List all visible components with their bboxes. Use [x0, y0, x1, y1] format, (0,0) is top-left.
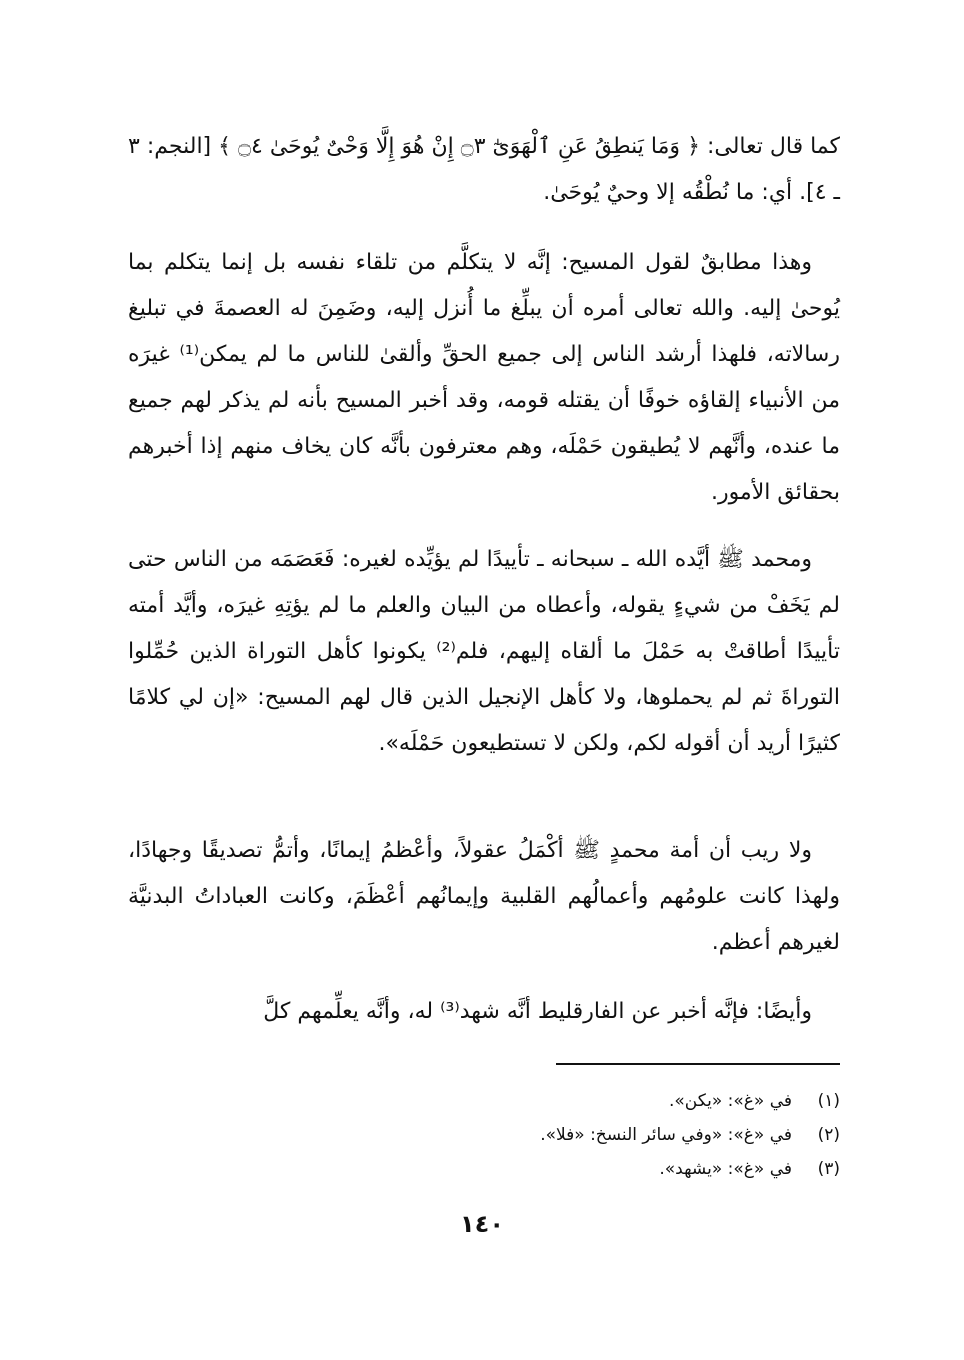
paragraph-paraclete: وأيضًا: فإنَّه أخبر عن الفارقليط أنَّه شهد⁽³⁾ له، وأنَّه يعلِّمهم كلَّ [263, 999, 812, 1024]
page-number: ١٤٠ [460, 1210, 504, 1238]
paragraph-quran-quote: كما قال تعالى: ﴿ وَمَا يَنطِقُ عَنِ ٱلْهَوَىٰٓ ۝٣ إِنْ هُوَ إِلَّا وَحْىٌ يُوحَىٰ ۝٤ ﴾ [النجم: ٣ ـ ٤]. أي: ما نُطْقُه إلا وحيٌ يُوحَىٰ. [128, 134, 841, 205]
paragraph-muhammad-support: ومحمد ﷺ أيَّده الله ـ سبحانه ـ تأييدًا لم يؤيِّده لغيره: فَعَصَمَه من الناس حتى لم يَخَفْ من شيءٍ يقوله، وأعطاه من البيان والعلم ما لم يؤتِهِ غيرَه، وأيَّد أمته تأييدًا أطاقتْ به حَمْلَ ما ألقاه إليهم، فلم⁽²⁾ يكونوا كأهل التوراة الذين حُمِّلوا التوراةَ ثم لم يحملوها، ولا كأهل الإنجيل الذين قال لهم المسيح: «إن لي كلامًا كثيرًا أريد أن أقوله لكم، ولكن لا تستطيعون حَمْلَه». [128, 547, 840, 756]
footnote-text: في «غ»: «وفي سائر النسخ: «فلا». [540, 1125, 792, 1145]
paragraph-messiah-comparison: وهذا مطابقٌ لقول المسيح: إنَّه لا يتكلَّم من تلقاء نفسه بل إنما يتكلم بما يُوحىٰ إليه. والله تعالى أمره أن يبلِّغ ما أُنزل إليه، وضَمِنَ له العصمةَ في تبليغ رسالاته، فلهذا أرشد الناس إلى جميع الحقِّ وألقىٰ للناس ما لم يمكن⁽¹⁾ غيرَه من الأنبياء إلقاؤه خوفًا أن يقتله قومه، وقد أخبر المسيح بأنه لم يذكر لهم جميع ما عنده، وأنَّهم لا يُطيقون حَمْلَه، وهم معترفون بأنَّه كان يخاف منهم إذا أخبرهم بحقائق الأمور. [128, 250, 840, 505]
footnote-text: في «غ»: «يكن». [668, 1091, 792, 1111]
footnote-text: في «غ»: «يشهد». [659, 1159, 792, 1179]
footnote-2 [500, 1118, 840, 1152]
footnote-number: (٣) [817, 1159, 840, 1179]
footnote-1 [500, 1084, 840, 1118]
footnote-3 [500, 1152, 840, 1186]
footnotes [500, 1084, 840, 1186]
footnote-divider [556, 1063, 840, 1065]
paragraph-ummah-virtue: ولا ريب أن أمة محمدٍ ﷺ أكْمَلُ عقولاً، وأعْظمُ إيمانًا، وأتمُّ تصديقًا وجهادًا، ولهذا كانت علومُهم وأعمالُهم القلبية وإيمانُهم أعْظَمَ، وكانت العباداتُ البدنيَّة لغيرهم أعظم. [128, 838, 840, 955]
footnote-number: (٢) [817, 1125, 840, 1145]
footnote-number: (١) [817, 1091, 840, 1111]
